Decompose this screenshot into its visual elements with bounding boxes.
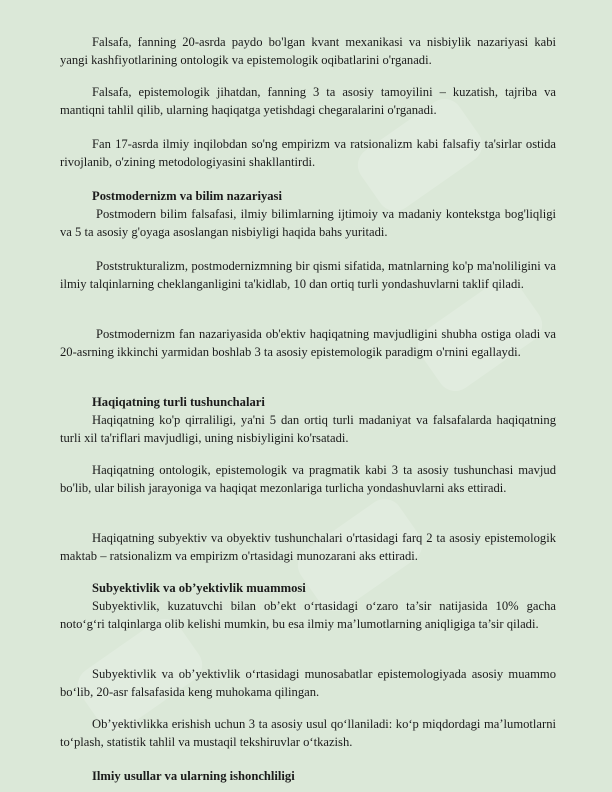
paragraph: Poststrukturalizm, postmodernizmning bir qismi sifatida, matnlarning ko'p ma'noliligini va ilmiy talqinlarning cheklanganligini ta'kidlab, 10 dan ortiq turli yondashuvlarni taklif qiladi. bbox=[60, 259, 556, 291]
section-heading: Subyektivlik va ob’yektivlik muammosi bbox=[92, 581, 306, 595]
paragraph: Falsafa, epistemologik jihatdan, fanning 3 ta asosiy tamoyilini – kuzatish, tajriba va mantiqni tahlil qilib, ularning haqiqatga yetishdagi chegaralarini o'rganadi. bbox=[60, 85, 556, 117]
paragraph: Haqiqatning ko'p qirraliligi, ya'ni 5 dan ortiq turli madaniyat va falsafalarda haqiqatning turli xil ta'riflari mavjudligi, uning nisbiyligini ko'rsatadi. bbox=[60, 413, 556, 445]
section-heading: Postmodernizm va bilim nazariyasi bbox=[92, 189, 282, 203]
section-heading: Ilmiy usullar va ularning ishonchliligi bbox=[92, 769, 295, 783]
paragraph: Falsafa, fanning 20-asrda paydo bo'lgan kvant mexanikasi va nisbiylik nazariyasi kabi yangi kashfiyotlarining ontologik va epistemologik oqibatlarini o'rganadi. bbox=[60, 35, 556, 67]
paragraph: Subyektivlik va ob’yektivlik o‘rtasidagi munosabatlar epistemologiyada asosiy muammo bo‘lib, 20-asr falsafasida keng muhokama qilingan. bbox=[60, 667, 556, 699]
paragraph: Postmodern bilim falsafasi, ilmiy bilimlarning ijtimoiy va madaniy kontekstga bog'liqligi va 5 ta asosiy g'oyaga asoslangan nisbiyligi haqida bahs yuritadi. bbox=[60, 207, 556, 239]
section-heading: Haqiqatning turli tushunchalari bbox=[92, 395, 265, 409]
paragraph: Postmodernizm fan nazariyasida ob'ektiv haqiqatning mavjudligini shubha ostiga oladi va 20-asrning ikkinchi yarmidan boshlab 3 ta asosiy epistemologik paradigm o'rnini egallaydi. bbox=[60, 327, 556, 359]
paragraph: Haqiqatning subyektiv va obyektiv tushunchalari o'rtasidagi farq 2 ta asosiy epistemologik maktab – ratsionalizm va empirizm o'rtasidagi munozarani aks ettiradi. bbox=[60, 531, 556, 563]
paragraph: Subyektivlik, kuzatuvchi bilan ob’ekt o‘rtasidagi o‘zaro ta’sir natijasida 10% gacha noto‘g‘ri talqinlarga olib kelishi mumkin, bu esa ilmiy ma’lumotlarning aniqligiga ta’sir qiladi. bbox=[60, 599, 556, 631]
paragraph: Ob’yektivlikka erishish uchun 3 ta asosiy usul qo‘llaniladi: ko‘p miqdordagi ma’lumotlarni to‘plash, statistik tahlil va mustaqil tekshiruvlar o‘tkazish. bbox=[60, 717, 556, 749]
paragraph: Haqiqatning ontologik, epistemologik va pragmatik kabi 3 ta asosiy tushunchasi mavjud bo'lib, ular bilish jarayoniga va haqiqat mezonlariga turlicha yondashuvlarni aks ettiradi. bbox=[60, 463, 556, 495]
paragraph: Fan 17-asrda ilmiy inqilobdan so'ng empirizm va ratsionalizm kabi falsafiy ta'sirlar ostida rivojlanib, o'zining metodologiyasini shakllantirdi. bbox=[60, 137, 556, 169]
